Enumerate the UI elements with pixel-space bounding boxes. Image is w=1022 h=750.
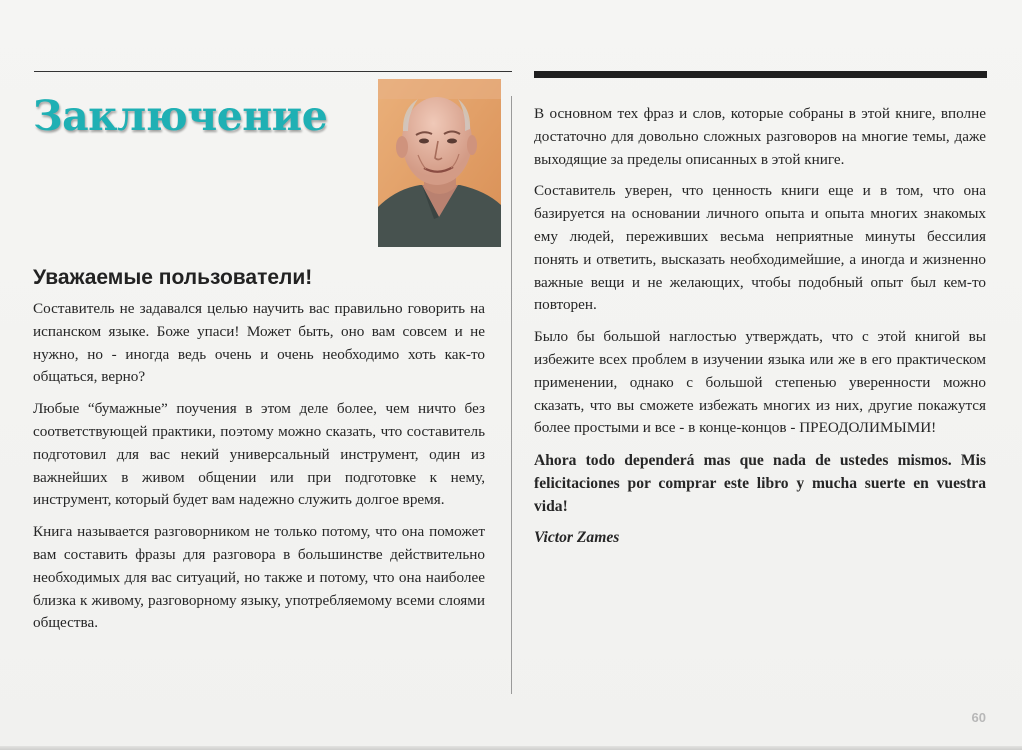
- paragraph: Составитель не задавался целью научить вас правильно говорить на испанском языке. Боже упаси! Может быть, оно вам совсем и не нужно, но - иногда ведь очень и очень необходимо хоть как-то общаться, верно?: [33, 300, 485, 386]
- top-rule-left: [34, 71, 512, 72]
- page-number: 60: [971, 710, 986, 725]
- page-bottom-edge: [0, 746, 1022, 750]
- top-rule-right: [534, 71, 987, 78]
- greeting-heading: Уважаемые пользователи!: [33, 266, 313, 289]
- page-title: Заключение: [33, 92, 328, 140]
- paragraph: Было бы большой наглостью утверждать, что с этой книгой вы избежите всех проблем в изучении языка или же в его практическом применении, однако с большой степенью уверенности можно сказать, что вы сможете избежать многих из них, другие покажутся более простыми и все - в конце-концов - ПРЕОДОЛИМЫМИ!: [534, 328, 986, 437]
- paragraph: Составитель уверен, что ценность книги еще и в том, что она базируется на основании личного опыта и опыта многих знакомых ему людей, переживших весьма неприятные минуты бессилия понять и ответить, высказать необходимейшие, а иногда и жизненно важные вещи и не желающих, чтобы подобный опыт был кем-то повторен.: [534, 182, 986, 314]
- right-column: [534, 103, 986, 559]
- paragraph: Любые “бумажные” поучения в этом деле более, чем ничто без соответствующей практики, поэтому можно сказать, что составитель подготовил для вас некий универсальный инструмент, один из важнейших в живом общении или при подготовке к нему, инструмент, который будет вам надежно служить долгое время.: [33, 400, 485, 509]
- closing-paragraph: Ahora todo dependerá mas que nada de ustedes mismos. Mis felicitaciones por comprar este libro y mucha suerte en vuestra vida!: [534, 452, 986, 516]
- column-divider: [511, 96, 512, 694]
- left-column: [33, 298, 485, 635]
- author-photo: [378, 79, 501, 247]
- paragraph: Книга называется разговорником не только потому, что она поможет вам составить фразы для разговора в большинстве действительно необходимых для вас ситуаций, но также и потому, что она наиболее близка к живому, разговорному языку, употребляемому всеми слоями общества.: [33, 523, 485, 632]
- paragraph: В основном тех фраз и слов, которые собраны в этой книге, вполне достаточно для довольно сложных разговоров на многие темы, даже выходящие за пределы описанных в этой книге.: [534, 105, 986, 168]
- author-signature: Victor Zames: [534, 529, 620, 547]
